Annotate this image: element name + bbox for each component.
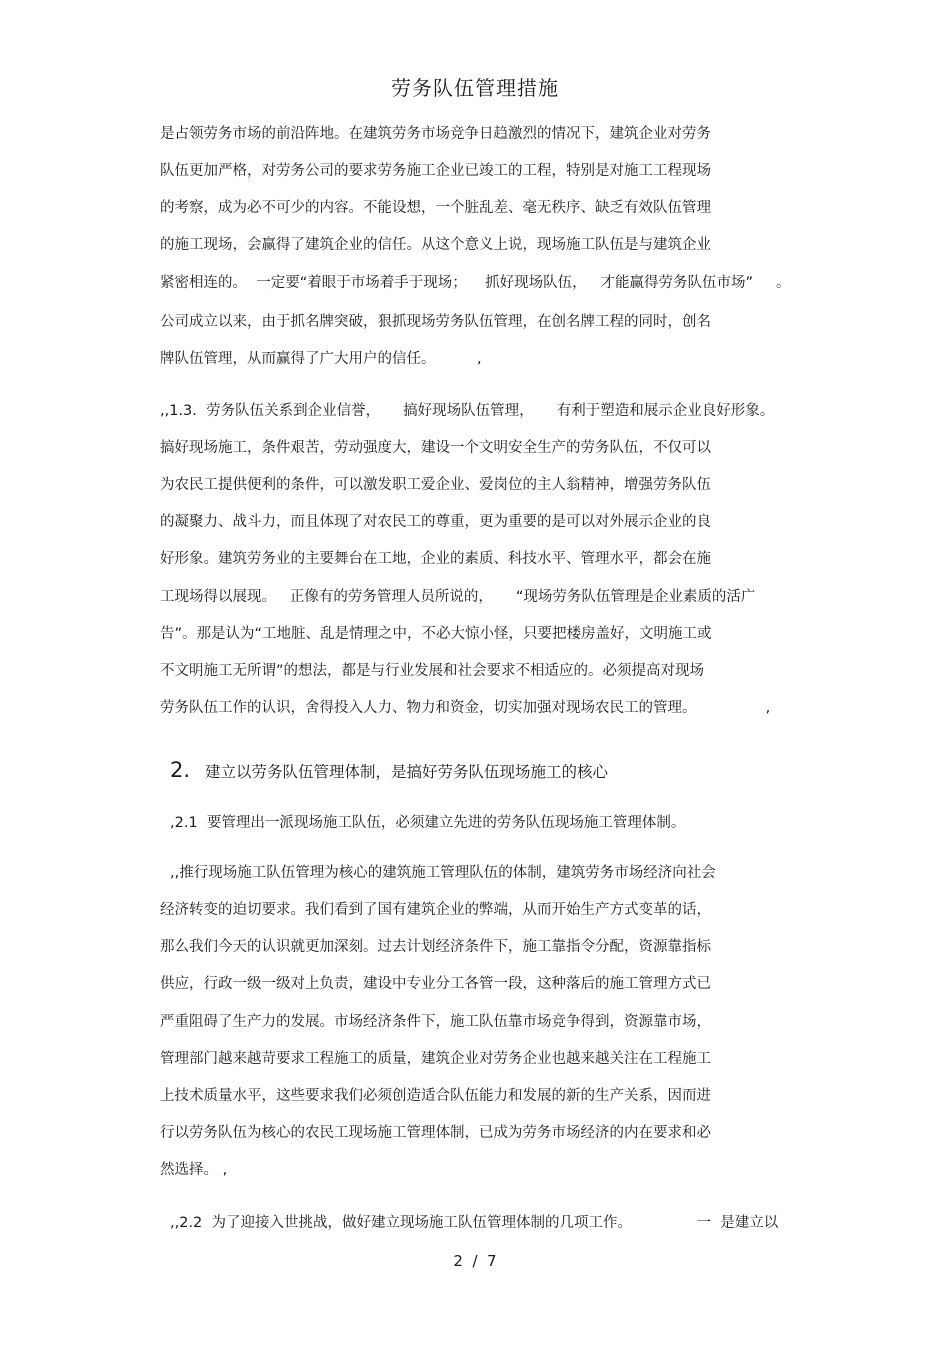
paragraph-line: 的施工现场，会赢得了建筑企业的信任。从这个意义上说，现场施工队伍是与建筑企业 xyxy=(160,237,711,253)
paragraph-line: 经济转变的迫切要求。我们看到了国有建筑企业的弊端，从而开始生产方式变革的话， xyxy=(160,902,711,918)
paragraph-line: 上技术质量水平，这些要求我们必须创造适合队伍能力和发展的新的生产关系，因而进 xyxy=(160,1088,711,1104)
document-title: 劳务队伍管理措施 xyxy=(391,76,559,100)
paragraph-line: 公司成立以来，由于抓名牌突破，狠抓现场劳务队伍管理，在创名牌工程的同时，创名 xyxy=(160,314,711,330)
paragraph-line: 劳务队伍工作的认识，舍得投入人力、物力和资金，切实加强对现场农民工的管理。 , xyxy=(160,700,771,716)
section-number: 2. xyxy=(170,758,191,782)
paragraph-line: 严重阻碍了生产力的发展。市场经济条件下，施工队伍靠市场竞争得到，资源靠市场， xyxy=(160,1014,711,1030)
paragraph-line: 行以劳务队伍为核心的农民工现场施工管理体制，已成为劳务市场经济的内在要求和必 xyxy=(160,1125,711,1141)
paragraph-line: 供应，行政一级一级对上负责，建设中专业分工各管一段，这种落后的施工管理方式已 xyxy=(160,976,711,992)
page-number: 2 / 7 xyxy=(453,1252,497,1270)
paragraph-line: 然选择。 , xyxy=(160,1162,228,1178)
paragraph-line: ,,1.3. 劳务队伍关系到企业信誉， 搞好现场队伍管理， 有利于塑造和展示企业良好形象。 xyxy=(160,403,775,419)
subsection-line: ,2.1 要管理出一派现场施工队伍，必须建立先进的劳务队伍现场施工管理体制。 xyxy=(170,815,686,831)
paragraph-line: ,,推行现场施工队伍管理为核心的建筑施工管理队伍的体制，建筑劳务市场经济向社会 xyxy=(170,865,716,881)
paragraph-line: 是占领劳务市场的前沿阵地。在建筑劳务市场竞争日趋激烈的情况下，建筑企业对劳务 xyxy=(160,126,711,142)
subsection-line: ,,2.2 为了迎接入世挑战，做好建立现场施工队伍管理体制的几项工作。 一 是建立以 xyxy=(170,1215,779,1231)
paragraph-line: 不文明施工无所谓”的想法，都是与行业发展和社会要求不相适应的。必须提高对现场 xyxy=(160,663,705,679)
paragraph-line: 搞好现场施工，条件艰苦，劳动强度大，建设一个文明安全生产的劳务队伍，不仅可以 xyxy=(160,440,711,456)
paragraph-line: 管理部门越来越苛要求工程施工的质量，建筑企业对劳务企业也越来越关注在工程施工 xyxy=(160,1051,711,1067)
paragraph-line: 告”。那是认为“工地脏、乱是情理之中，不必大惊小怪，只要把楼房盖好，文明施工或 xyxy=(160,626,712,642)
paragraph-line: 那么我们今天的认识就更加深刻。过去计划经济条件下，施工靠指令分配，资源靠指标 xyxy=(160,939,711,955)
paragraph-line: 的考察，成为必不可少的内容。不能设想，一个脏乱差、毫无秩序、缺乏有效队伍管理 xyxy=(160,200,711,216)
paragraph-line: 牌队伍管理，从而赢得了广大用户的信任。 , xyxy=(160,351,482,367)
paragraph-line: 为农民工提供便利的条件，可以激发职工爱企业、爱岗位的主人翁精神，增强劳务队伍 xyxy=(160,477,711,493)
paragraph-line: 队伍更加严格，对劳务公司的要求劳务施工企业已竣工的工程，特别是对施工工程现场 xyxy=(160,163,711,179)
paragraph-line: 好形象。建筑劳务业的主要舞台在工地，企业的素质、科技水平、管理水平，都会在施 xyxy=(160,551,711,567)
paragraph-line: 的凝聚力、战斗力，而且体现了对农民工的尊重，更为重要的是可以对外展示企业的良 xyxy=(160,514,711,530)
paragraph-line: 紧密相连的。 一定要“着眼于市场着手于现场； 抓好现场队伍， 才能赢得劳务队伍市场” 。 xyxy=(160,275,791,291)
paragraph-line: 工现场得以展现。 正像有的劳务管理人员所说的， “现场劳务队伍管理是企业素质的活广 xyxy=(160,589,756,605)
section-heading: 建立以劳务队伍管理体制，是搞好劳务队伍现场施工的核心 xyxy=(205,763,609,781)
